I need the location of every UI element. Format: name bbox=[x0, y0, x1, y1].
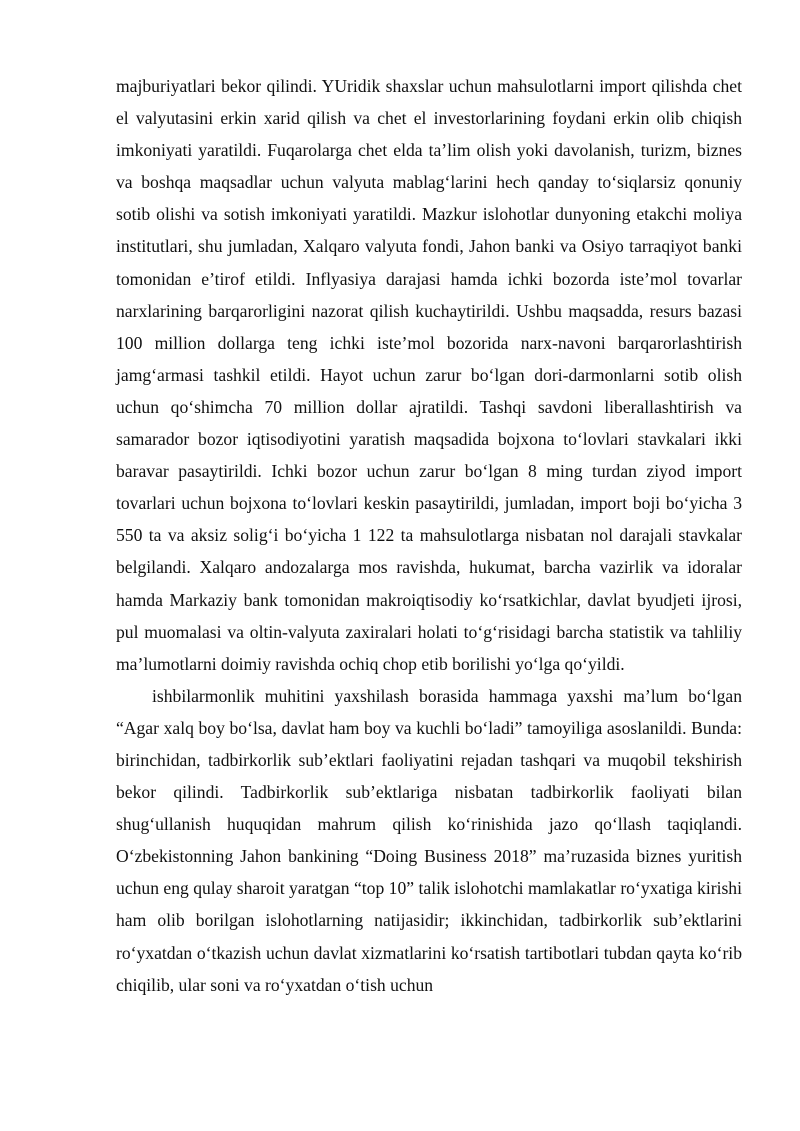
paragraph-1: majburiyatlari bekor qilindi. YUridik shaxslar uchun mahsulotlarni import qilishda chet el valyutasini erkin xarid qilish va chet el investorlarining foydani erkin olib chiqish imkoniyati yaratildi. Fuqarolarga chet elda ta’lim olish yoki davolanish, turizm, biznes va boshqa maqsadlar uchun valyuta mablag‘larini hech qanday to‘siqlarsiz qonuniy sotib olishi va sotish imkoniyati yaratildi. Mazkur islohotlar dunyoning etakchi moliya institutlari, shu jumladan, Xalqaro valyuta fondi, Jahon banki va Osiyo tarraqiyot banki tomonidan e’tirof etildi. Inflyasiya darajasi hamda ichki bozorda iste’mol tovarlar narxlarining barqarorligini nazorat qilish kuchaytirildi. Ushbu maqsadda, resurs bazasi 100 million dollarga teng ichki iste’mol bozorida narx-navoni barqarorlashtirish jamg‘armasi tashkil etildi. Hayot uchun zarur bo‘lgan dori-darmonlarni sotib olish uchun qo‘shimcha 70 million dollar ajratildi. Tashqi savdoni liberallashtirish va samarador bozor iqtisodiyotini yaratish maqsadida bojxona to‘lovlari stavkalari ikki baravar pasaytirildi. Ichki bozor uchun zarur bo‘lgan 8 ming turdan ziyod import tovarlari uchun bojxona to‘lovlari keskin pasaytirildi, jumladan, import boji bo‘yicha 3 550 ta va aksiz solig‘i bo‘yicha 1 122 ta mahsulotlarga nisbatan nol darajali stavkalar belgilandi. Xalqaro andozalarga mos ravishda, hukumat, barcha vazirlik va idoralar hamda Markaziy bank tomonidan makroiqtisodiy ko‘rsatkichlar, davlat byudjeti ijrosi, pul muomalasi va oltin-valyuta zaxiralari holati to‘g‘risidagi barcha statistik va tahliliy ma’lumotlarni doimiy ravishda ochiq chop etib borilishi yo‘lga qo‘yildi. bbox=[116, 76, 742, 674]
paragraph-2: ishbilarmonlik muhitini yaxshilash borasida hammaga yaxshi ma’lum bo‘lgan “Agar xalq boy bo‘lsa, davlat ham boy va kuchli bo‘ladi” tamoyiliga asoslanildi. Bunda: birinchidan, tadbirkorlik sub’ektlari faoliyatini rejadan tashqari va muqobil tekshirish bekor qilindi. Tadbirkorlik sub’ektlariga nisbatan tadbirkorlik faoliyati bilan shug‘ullanish huquqidan mahrum qilish ko‘rinishida jazo qo‘llash taqiqlandi. O‘zbekistonning Jahon bankining “Doing Business 2018” ma’ruzasida biznes yuritish uchun eng qulay sharoit yaratgan “top 10” talik islohotchi mamlakatlar ro‘yxatiga kirishi ham olib borilgan islohotlarning natijasidir; ikkinchidan, tadbirkorlik sub’ektlarini ro‘yxatdan o‘tkazish uchun davlat xizmatlarini ko‘rsatish tartibotlari tubdan qayta ko‘rib chiqilib, ular soni va ro‘yxatdan o‘tish uchun bbox=[116, 685, 742, 995]
body-text bbox=[116, 70, 742, 1001]
